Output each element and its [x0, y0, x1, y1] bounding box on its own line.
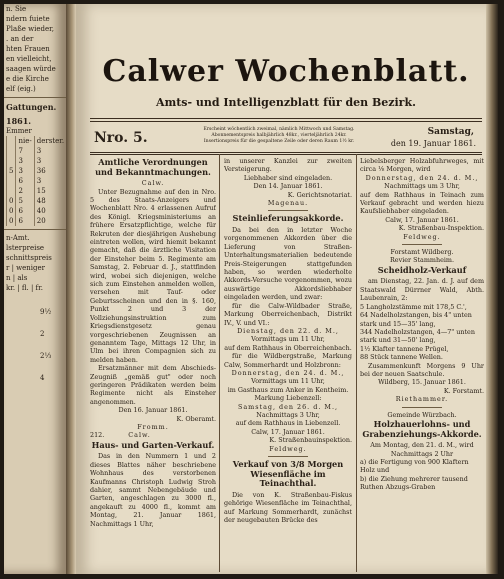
table-cell: 3 — [34, 176, 66, 186]
table-cell: 7 — [16, 146, 34, 156]
table-cell — [7, 186, 16, 196]
office-line: K. Forstamt. — [443, 386, 484, 395]
previous-page-column-head: Emmer — [6, 127, 32, 135]
notice-place: Calw. — [128, 431, 151, 440]
office-line: K. Oberamt. — [176, 414, 216, 423]
masthead-title: Calwer Wochenblatt. — [102, 54, 470, 89]
signature-line: Feldweg. — [403, 232, 441, 241]
signature-line: Fromm. — [137, 422, 169, 431]
previous-page-line: lsterpreise — [6, 244, 45, 252]
issue-weekday: Samstag, — [427, 127, 474, 137]
table-cell: 3 — [34, 156, 66, 166]
time-line: Nachmittags um 3 Uhr, — [384, 182, 460, 191]
office-line: Revier Stammheim. — [389, 256, 455, 265]
office-line: Forstamt Wildberg. — [390, 248, 454, 257]
notice-heading: Scheidholz-Verkauf — [377, 264, 467, 275]
issue-bar — [90, 125, 482, 152]
article-paragraph: am Dienstag, 22. Jan. d. J. auf dem Staatswald Dürrner Wald, Abth. Laubenrain, 2: — [360, 277, 484, 303]
table-row — [7, 176, 67, 186]
article-paragraph: Ersatzmänner mit dem Abschieds-Zeugniß „gemäß gut" oder noch geringeren Prädikaten werden beim Regimente nicht als Einsteher angenommen. — [90, 364, 216, 406]
time-line: Vormittags um 11 Uhr, — [251, 377, 325, 386]
table-header-cell — [7, 136, 16, 146]
table-cell: 40 — [34, 206, 66, 216]
lot-line: 88 Stück tannene Wellen. — [360, 353, 443, 362]
date-line: Samstag, den 26. d. M., — [237, 402, 339, 411]
issue-info-line: Insertionspreis für die gespaltene Zeile oder deren Raum 1½ kr. — [203, 139, 355, 144]
signature-line: Riethammer. — [395, 395, 449, 404]
list-item: b) die Ziehung mehrerer tausend Ruthen Abzugs-Graben — [360, 474, 468, 492]
notice-heading: Haus- und Garten-Verkauf. — [91, 439, 215, 450]
lot-line: 64 Nadelholzstangen, bis 4" unten stark und 15—35' lang, — [360, 311, 472, 328]
masthead-subtitle: Amts- und Intelligenzblatt für den Bezirk. — [156, 96, 416, 109]
previous-page-line: n. Sie — [6, 5, 27, 13]
previous-page-line: n | als — [6, 274, 28, 282]
issue-info-line: Erscheint wöchentlich zweimal, nämlich Mittwoch und Samstag. — [203, 127, 355, 132]
page-edge — [486, 4, 498, 574]
table-cell: 48 — [34, 196, 66, 206]
newspaper-spread — [4, 4, 498, 574]
notice-heading: Steinlieferungsakkorde. — [232, 213, 344, 224]
date-line: Donnerstag, den 24. d. M., — [365, 173, 479, 182]
table-cell: 0 — [7, 196, 16, 206]
invitation-line: Liebhaber sind eingeladen. — [243, 173, 333, 182]
table-header-cell: derster. — [34, 136, 66, 146]
table-row — [7, 206, 67, 216]
previous-page-line: Plaße wieder, — [6, 25, 54, 33]
previous-page-line: saagen würde — [6, 65, 56, 73]
article-paragraph: Liebelsberger Holzabfuhrweges, mit circa ⅛ Morgen, wird — [360, 157, 484, 174]
notice-number: 212. — [90, 431, 105, 440]
date-line: Dienstag, den 22. d. M., — [237, 326, 339, 335]
table-cell: 3 — [16, 166, 34, 176]
issue-number: Nro. 5. — [94, 130, 148, 146]
place-line: Markung Liebenzell: — [254, 394, 322, 403]
table-cell: 6 — [16, 176, 34, 186]
table-cell — [7, 176, 16, 186]
table-cell: 0 — [7, 206, 16, 216]
section-heading: Amtliche Verordnungen und Bekanntmachungen. — [95, 157, 211, 177]
date-line: Calw, 17. Januar 1861. — [251, 427, 325, 436]
table-row — [7, 146, 67, 156]
previous-page-number: 4 — [40, 374, 45, 382]
office-line: K. Straßenbauinspektion. — [269, 436, 352, 445]
previous-page-line: en vielleicht, — [6, 55, 52, 63]
issue-info — [174, 127, 384, 145]
column-1 — [90, 157, 216, 572]
column-2 — [224, 157, 352, 572]
previous-page-text-mid — [4, 243, 66, 293]
previous-page-line: e die Kirche — [6, 75, 49, 83]
issue-info-line: Abonnementspreis halbjährlich 48kr., vierteljährlich 24kr. — [211, 133, 347, 138]
table-row — [7, 166, 67, 176]
previous-page-line: . an der — [6, 35, 34, 43]
time-line: Vormittags um 11 Uhr, — [251, 335, 325, 344]
table-cell: 20 — [34, 216, 66, 226]
table-cell: 6 — [16, 216, 34, 226]
previous-page-line: schnittspreis — [6, 254, 52, 262]
place-line: auf dem Rathhaus in Liebenzell. — [235, 419, 341, 428]
lot-line: 5 Langholzstämme mit 178,5 C.', — [360, 302, 467, 311]
article-paragraph: in unserer Kanzlei zur zweiten Versteigerung. — [224, 157, 352, 174]
office-line: Gemeinde Würzbach. — [387, 410, 457, 419]
article-paragraph: Zusammenkunft Morgens 9 Uhr bei der neuen Saatschule. — [360, 361, 484, 378]
place-line: im Gasthaus zum Anker in Kentheim. — [227, 385, 349, 394]
place-line: Calw. — [141, 179, 165, 188]
lot-line: 1½ Klafter tannene Prügel, — [360, 344, 449, 353]
article-paragraph: für die Calw-Wildbader Straße, Markung Oberreichenbach, Distrikt IV., V. und VI.: — [224, 301, 352, 327]
article-paragraph: auf dem Rathhaus in Teinach zum Verkauf gebracht und werden hiezu Kaufsliebhaber eingeladen. — [360, 190, 484, 216]
table-cell: 0 — [7, 216, 16, 226]
table-row — [7, 186, 67, 196]
table-cell: 5 — [16, 196, 34, 206]
column-3 — [360, 157, 484, 572]
article-paragraph: Da bei den in letzter Woche vorgenommenen Akkorden über die Lieferung von Straßen-Unterhaltungsmaterialien bedeutende Preis-Steigerungen stattgefunden haben, so werden wiederholte Akkords-Versuche vorgenommen, wozu auswärtige Akkordsliebhaber eingeladen werden, und zwar: — [224, 226, 352, 302]
notice-heading-line — [90, 431, 216, 439]
previous-page-strip — [4, 4, 66, 574]
table-cell: 36 — [34, 166, 66, 176]
newspaper-page — [76, 4, 486, 574]
time-line: Nachmittags 2 Uhr — [390, 449, 454, 458]
table-cell: 2 — [16, 186, 34, 196]
notice-heading: Holzhauerlohns- und Grabenziehungs-Akkorde. — [362, 418, 482, 439]
article-paragraph: Unter Bezugnahme auf den in Nro. 5 des Staats-Anzeigers und Wochenblatt Nro. 4 erlassenen Aufruf des Königl. Kriegsministeriums an frühere Ersatzpflichtige, welche für Rekruten der diesjährigen Aushebung eintreten wollen, wird hiemit bekannt gemacht, daß die ärztliche Visitation der Einsteher beim 5. Regimente am Samstag, 2. Februar d. J., stattfinden wird, wobei sich diejenigen, welche sich zum Einstehen anmelden wollen, versehen mit Tauf- oder Geburtsscheinen und den in §. 160, Punkt 2 und 3 der Vollziehungsinstruktion zum Kriegsdienstgesetz genau vorgeschriebenen Zeugnissen an genanntem Tage, Mittags 12 Uhr, in Ulm bei ihren Compagnien sich zu melden haben. — [90, 187, 216, 364]
table-row — [7, 216, 67, 226]
office-line: K. Straßenbau-Inspektion. — [398, 224, 484, 233]
signature-line: Magenau. — [267, 199, 309, 208]
previous-page-line: kr. | fl. | fr. — [6, 284, 43, 292]
article-paragraph: für die Wildbergstraße, Markung Calw, Sommerhardt und Holzbronn: — [224, 352, 352, 369]
table-cell: 3 — [16, 156, 34, 166]
previous-page-line: hten Frauen — [6, 45, 50, 53]
binding-gutter — [66, 4, 76, 574]
table-cell: 5 — [7, 166, 16, 176]
previous-page-line: r | weniger — [6, 264, 46, 272]
previous-page-signature: elf (eig.) — [6, 85, 36, 93]
date-line: Calw, 17. Januar 1861. — [385, 215, 459, 224]
office-line: K. Gerichtsnotariat. — [287, 190, 352, 199]
issue-date: den 19. Januar 1861. — [390, 139, 476, 148]
article-paragraph: Das in den Nummern 1 und 2 dieses Blattes näher beschriebene Wohnhaus des verstorbenen Kaufmanns Christoph Ludwig Stroh dahier, sammt Nebengebäude und Garten, angeschlagen zu 3000 fl., angekauft zu 4000 fl., kommt am Montag, 21. Januar 1861, Nachmittags 1 Uhr, — [90, 452, 216, 528]
time-line: Nachmittags 3 Uhr, — [256, 410, 320, 419]
date-line: Am Montag, den 21. d. M., wird — [370, 441, 474, 450]
date-line: Wildberg, 15. Januar 1861. — [378, 378, 466, 387]
list-item: a) die Fertigung von 900 Klaftern Holz und — [360, 457, 469, 475]
previous-page-number: 2 — [40, 330, 45, 338]
table-cell: 6 — [16, 206, 34, 216]
notice-heading: Verkauf von 3/8 Morgen Wiesenfläche im Teinachthal. — [232, 459, 344, 489]
table-cell: 15 — [34, 186, 66, 196]
table-row — [7, 156, 67, 166]
table-row — [7, 196, 67, 206]
previous-page-number: 9½ — [40, 308, 52, 316]
lot-line: 344 Nadelholzstangen, 4—7" unten stark und 31—50' lang, — [360, 327, 475, 345]
previous-page-numbers — [4, 307, 66, 395]
table-header-cell: nie- — [16, 136, 34, 146]
date-line: Den 14. Januar 1861. — [253, 182, 323, 191]
previous-page-number: 2⅓ — [40, 352, 52, 360]
previous-page-text-top — [4, 4, 66, 84]
previous-page-amt: n-Amt. — [6, 234, 30, 242]
place-line: auf dem Rathhaus in Oberreichenbach. — [224, 343, 352, 352]
article-paragraph: Die von K. Straßenbau-Fiskus gehörige Wiesenfläche im Teinachthal, auf Markung Sommerhardt, zunächst der neugebauten Brücke des — [224, 490, 352, 524]
table-cell: 3 — [34, 146, 66, 156]
date-line: Den 16. Januar 1861. — [118, 406, 188, 415]
previous-page-year: 1861. — [6, 116, 32, 126]
table-cell — [7, 156, 16, 166]
previous-page-table — [6, 136, 66, 226]
date-line: Donnerstag, den 24. d. M., — [231, 368, 345, 377]
signature-line: Feldweg. — [269, 444, 307, 453]
table-cell — [7, 146, 16, 156]
previous-page-line: ndern fuiete — [6, 15, 50, 23]
previous-page-section-title: Gattungen. — [6, 102, 57, 112]
